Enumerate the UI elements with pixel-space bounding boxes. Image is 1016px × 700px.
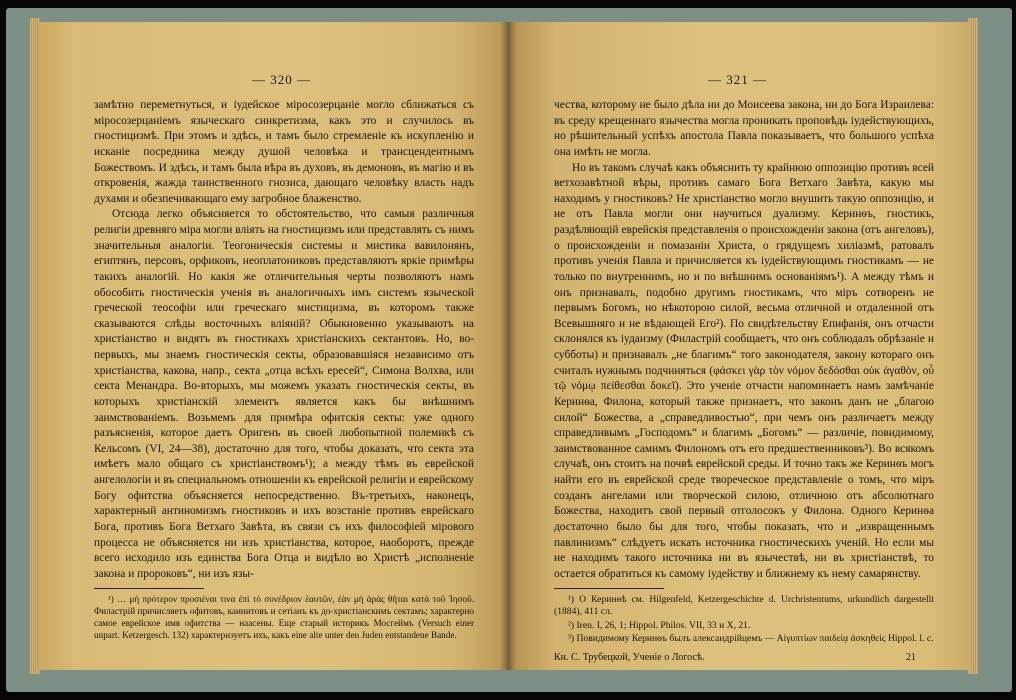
- footnote: ³) Повидимому Керинѳъ былъ александрійцемъ — Αἰγυπτίων παιδείᾳ ἀσκηθείς Hippol. l. c.: [568, 633, 934, 645]
- left-page: [38, 22, 508, 670]
- paragraph: Но въ такомъ случаѣ какъ объяснить ту крайнюю оппозицію противъ всей ветхозавѣтной вѣры, противъ самаго Бога Ветхаго Завѣта, какую мы находимъ у гностиковъ? Не христіанство могло внушить такую оппозицію, и не отъ Павла могли они научиться дуализму. Керинѳъ, гностикъ, раздѣляющій еврейскія представленія о происхожденіи закона (отъ ангеловъ), о происхожденіи и помазаніи Христа, о грядущемъ хиліазмѣ, ратовалъ противъ ученія Павла и причисляется къ іудействующимъ гностикамъ — не только по внутреннимъ, но и по внѣшнимъ основаніямъ¹). А между тѣмъ и онъ признавалъ, подобно другимъ гностикамъ, что міръ сотворенъ не первымъ Богомъ, но нѣкоторою силой, весьма отличной и отдаленной отъ Всевышняго и не вѣдающей Его²). По свидѣтельству Епифанія, онъ отчасти склонялся къ іудаизму (Филастрій сообщаетъ, что онъ соблюдалъ обрѣзаніе и субботы) и признавалъ „не благимъ“ того законодателя, закону котораго онъ считалъ нужнымъ подчиняться (φάσκει γὰρ τὸν νόμον δεδόσθαι οὐκ ἀγαθὸν, οὗ τῷ νόμῳ πείθεσθαι δοκεῖ). Это ученіе отчасти напоминаетъ намъ замѣчаніе Керинѳа, Филона, который также признаетъ, что законъ данъ не „благою силой“ Божества, а „справедливостью“, при чемъ онъ различаетъ между справедливымъ „Господомъ“ и благимъ „Богомъ“ — различіе, повидимому, заимствованное самимъ Филономъ отъ его предшественниковъ³). Во всякомъ случаѣ, онъ стоитъ на почвѣ еврейской среды. И точно такъ же Керинѳъ могъ найти его въ еврейской среде твореческое представленіе о томъ, что міръ созданъ ангелами или творческой силою, отличною отъ абсолютнаго Божества, находитъ свой первый отголосокъ у Филона. Одного Керинѳа достаточно было бы для того, чтобы показать, что и „извращеннымъ павлинизмъ“ слѣдуетъ искать источника гностическихъ ученій. Но если мы не находимъ такого источника ни въ язычествѣ, ни въ христіанствѣ, то остается обратиться къ самому іудейству и ближнему къ нему самарянству.: [554, 161, 934, 580]
- paragraph: Отсюда легко объясняется то обстоятельство, что самыя различныя религіи древняго міра могли вліять на гностицизмъ или представлять съ нимъ значительныя аналогіи. Теогоническія системы и мистика вавилонянъ, египтянъ, персовъ, орфиковъ, неоплатониковъ представляютъ яркіе примѣры такихъ аналогій. Но какія же отличительныя черты позволяютъ намъ обособить гностическія ученія въ аналогичныхъ имъ системъ языческой греческой теософіи или греческаго мистицизма, въ которомъ также сказываются слѣды восточныхъ вліяній? Обыкновенно указываютъ на христіанство и видятъ въ гностикахъ христіанскихъ сектантовъ. Но, во-первыхъ, мы знаемъ гностическія секты, образовавшіяся независимо отъ христіанства, какова, напр., секта „отца всѣхъ ересей“, Симона Волхва, или секта Менандра. Во-вторыхъ, мы можемъ указать гностическія секты, въ которыхъ христіанскій элементъ является какъ бы внѣшнимъ заимствованіемъ. Возьмемъ для примѣра офитскія секты: уже одного разъясненія, которое даетъ Оригенъ въ своей любопытной полемикѣ съ Кельсомъ (VI, 24—38), достаточно для того, чтобы доказать, что секта эта имѣетъ мало общаго съ христіанствомъ¹); а между тѣмъ въ еврейской ангелологіи и въ специальномъ отношеніи къ еврейской религіи и еврейскому Богу офитства объясняется непосредственно. Въ-третьихъ, наконецъ, характерный антиномизмъ гностиковъ и ихъ возстаніе противъ еврейскаго Бога, противъ Бога Ветхаго Завѣта, въ связи съ ихъ философіей мірового процесса не объясняется ни изъ христіанства, которое, наоборотъ, прежде всего исходило изъ единства Бога Отца и видѣло во Христѣ „исполненіе закона и пророковъ“, ни изъ язы-: [94, 208, 474, 580]
- book-gutter: [500, 22, 516, 670]
- body-text: [94, 98, 474, 582]
- page-number: — 321 —: [708, 72, 767, 87]
- right-page: [510, 22, 970, 670]
- footnotes: [94, 594, 474, 643]
- footnote: ²) Iren. I, 26, 1; Hippol. Philos. VII, 33 и X, 21.: [568, 619, 751, 631]
- paragraph: чества, которому не было дѣла ни до Моисеева закона, ни до Бога Израилева: въ среду крещеннаго язычества могла проникать проповѣдь іудействующихъ, но рѣшительный успѣхъ апостола Павла показываетъ, что большого успѣха она имѣть не могла.: [554, 99, 934, 158]
- footnote-rule: [554, 588, 664, 589]
- footnotes: [554, 594, 934, 647]
- footnote: ¹) … μὴ πρότερον προσιέναι τινα ἐπὶ τὸ συνέδριον ἑαυτῶν, ἐὰν μὴ ἀρὰς θῆται κατὰ τοῦ Ἰησοῦ. Филастрій причисляетъ офитовъ, каинитовъ и сетіанъ къ до-христіанскимъ сектамъ; характерно самое еврейское имя офитства — наасены. Еще старый историкъ Мосгеймъ (Versuch einer unpart. Ketzergesch. 132) характеризуетъ ихъ, какъ eine alte unter den Juden entstandene Bande.: [94, 594, 474, 640]
- footnote-rule: [94, 588, 204, 589]
- paragraph: замѣтно переметнуться, и іудейское міросозерцаніе могло сближаться съ міросозерцаніемъ языческаго синкретизма, какъ это и случилось въ гностицизмѣ. При этомъ и здѣсь, и тамъ было стремленіе къ искупленію и исканіе посредника между душой человѣка и трансцендентнымъ Божествомъ. И здѣсь, и тамъ была вѣра въ духовъ, въ демоновъ, въ магію и въ откровенія, жажда таинственного гнозиса, дающаго человѣку власть надъ духами и обезпечивающаго ему загробное блаженство.: [94, 99, 474, 205]
- footnote: ¹) О Керинѳѣ см. Hilgenfeld, Ketzergeschichte d. Urchristentums, urkundlich dargestellt (1884), 411 сл.: [554, 594, 934, 618]
- signature-mark: Кн. С. Трубецкой, Ученіе о Логосѣ.: [554, 652, 705, 663]
- body-text: [554, 98, 934, 582]
- signature-number: 21: [906, 652, 916, 663]
- page-number: — 320 —: [252, 72, 311, 87]
